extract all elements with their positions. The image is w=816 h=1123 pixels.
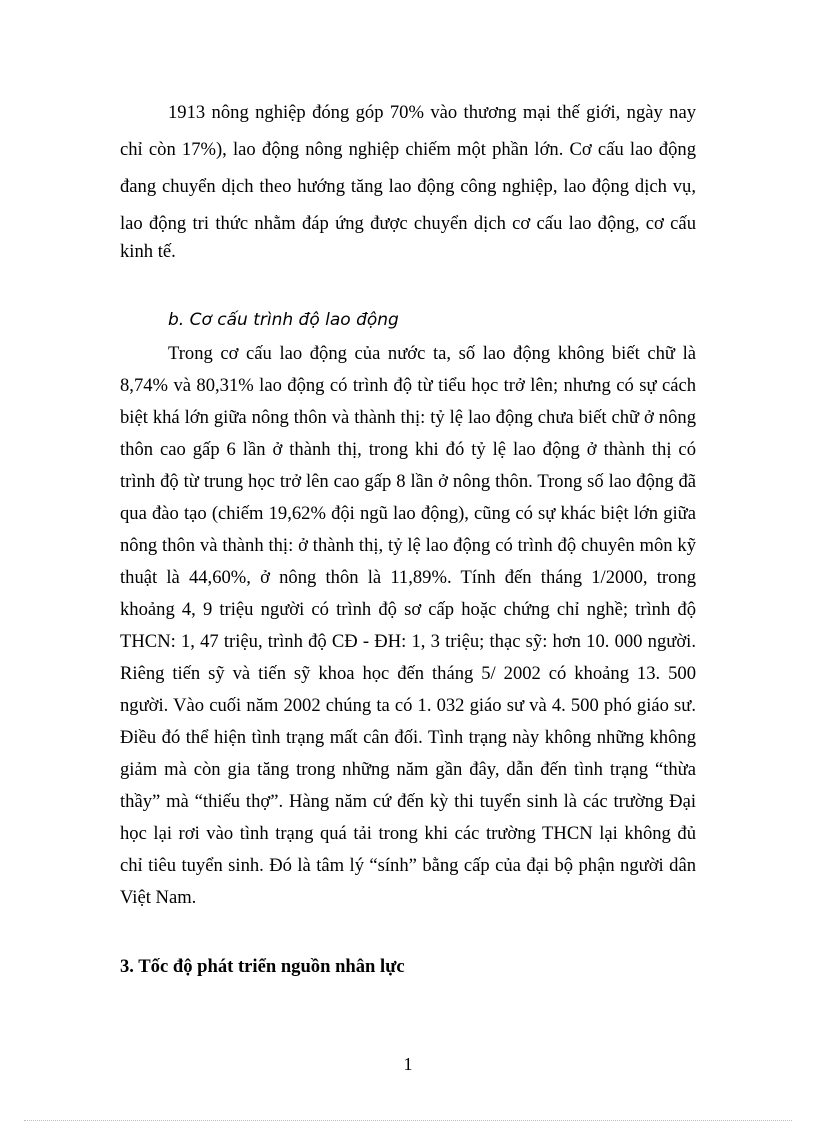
paragraph-2-line-16: học lại rơi vào tình trạng quá tải trong khi các trường THCN lại không đủ bbox=[120, 823, 696, 844]
paragraph-1-line-4: lao động tri thức nhằm đáp ứng được chuyển dịch cơ cấu lao động, cơ cấu bbox=[120, 213, 696, 234]
paragraph-2-line-1: Trong cơ cấu lao động của nước ta, số lao động không biết chữ là bbox=[168, 343, 696, 364]
paragraph-1-line-1: 1913 nông nghiệp đóng góp 70% vào thương mại thế giới, ngày nay bbox=[168, 102, 696, 123]
paragraph-1-line-5: kinh tế. bbox=[120, 241, 176, 262]
page-bottom-divider bbox=[24, 1120, 792, 1121]
paragraph-2-line-14: giảm mà còn gia tăng trong những năm gần đây, dẫn đến tình trạng “thừa bbox=[120, 759, 696, 780]
paragraph-2-line-12: người. Vào cuối năm 2002 chúng ta có 1. 032 giáo sư và 4. 500 phó giáo sư. bbox=[120, 695, 696, 716]
paragraph-2-line-17: chỉ tiêu tuyển sinh. Đó là tâm lý “sính” bằng cấp của đại bộ phận người dân bbox=[120, 855, 696, 876]
paragraph-2-line-13: Điều đó thể hiện tình trạng mất cân đối. Tình trạng này không những không bbox=[120, 727, 696, 748]
paragraph-2-line-18: Việt Nam. bbox=[120, 887, 197, 908]
paragraph-2-line-6: qua đào tạo (chiếm 19,62% đội ngũ lao động), cũng có sự khác biệt lớn giữa bbox=[120, 503, 696, 524]
paragraph-2-line-7: nông thôn và thành thị: ở thành thị, tỷ lệ lao động có trình độ chuyên môn kỹ bbox=[120, 535, 696, 556]
page-number: 1 bbox=[403, 1054, 413, 1074]
paragraph-1-line-2: chỉ còn 17%), lao động nông nghiệp chiếm một phần lớn. Cơ cấu lao động bbox=[120, 139, 696, 160]
paragraph-2-line-15: thầy” mà “thiếu thợ”. Hàng năm cứ đến kỳ thi tuyển sinh là các trường Đại bbox=[120, 791, 696, 812]
paragraph-2-line-9: khoảng 4, 9 triệu người có trình độ sơ cấp hoặc chứng chỉ nghề; trình độ bbox=[120, 599, 696, 620]
paragraph-2-line-2: 8,74% và 80,31% lao động có trình độ từ tiểu học trở lên; nhưng có sự cách bbox=[120, 375, 696, 396]
paragraph-2-line-11: Riêng tiến sỹ và tiến sỹ khoa học đến tháng 5/ 2002 có khoảng 13. 500 bbox=[120, 663, 696, 684]
subheading: b. Cơ cấu trình độ lao động bbox=[168, 310, 399, 330]
paragraph-2-line-5: trình độ từ trung học trở lên cao gấp 8 lần ở nông thôn. Trong số lao động đã bbox=[120, 471, 696, 492]
paragraph-1-line-3: đang chuyển dịch theo hướng tăng lao động công nghiệp, lao động dịch vụ, bbox=[120, 176, 696, 197]
paragraph-2-line-8: thuật là 44,60%, ở nông thôn là 11,89%. Tính đến tháng 1/2000, trong bbox=[120, 567, 696, 588]
paragraph-2-line-3: biệt khá lớn giữa nông thôn và thành thị: tỷ lệ lao động chưa biết chữ ở nông bbox=[120, 407, 696, 428]
paragraph-2-line-10: THCN: 1, 47 triệu, trình độ CĐ - ĐH: 1, 3 triệu; thạc sỹ: hơn 10. 000 người. bbox=[120, 631, 696, 652]
paragraph-2-line-4: thôn cao gấp 6 lần ở thành thị, trong khi đó tỷ lệ lao động ở thành thị có bbox=[120, 439, 696, 460]
section-heading: 3. Tốc độ phát triển nguồn nhân lực bbox=[120, 956, 405, 977]
